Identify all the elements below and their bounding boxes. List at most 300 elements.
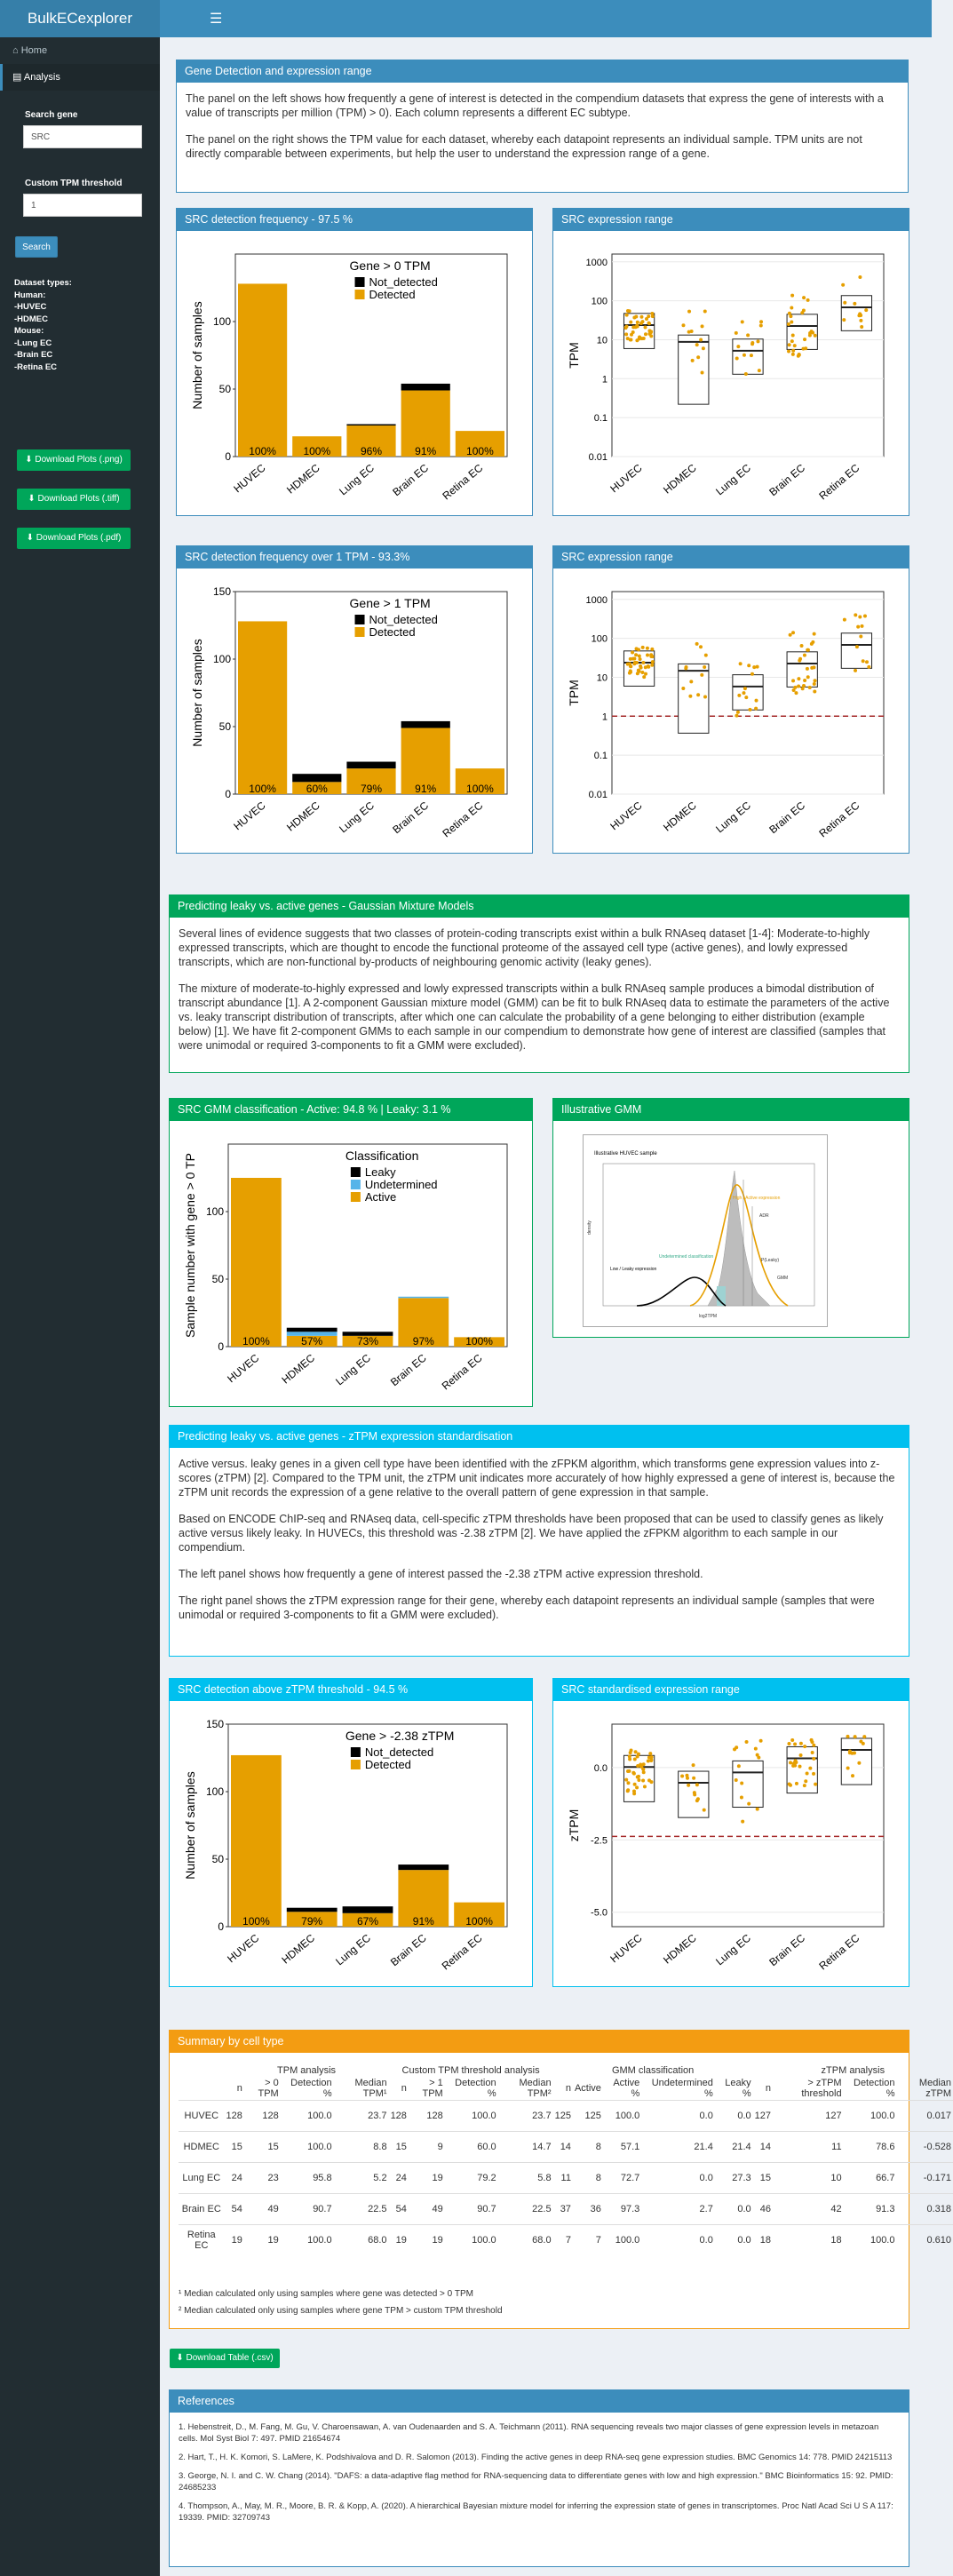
table-cell: HDMEC — [183, 2142, 219, 2152]
data-point — [631, 651, 634, 655]
data-point — [843, 618, 846, 622]
table-cell: 15 — [231, 2142, 242, 2152]
data-point — [737, 694, 741, 697]
data-point — [859, 1739, 862, 1743]
data-point — [846, 1767, 850, 1770]
panel-gmm-classification — [169, 1098, 533, 1407]
column-header — [179, 2077, 225, 2101]
data-point — [812, 1757, 815, 1761]
data-point — [735, 1745, 738, 1749]
gmm-xlabel: log2TPM — [699, 1314, 718, 1319]
data-point — [703, 695, 707, 698]
data-point — [681, 687, 685, 690]
download-table-button[interactable] — [170, 2349, 280, 2368]
panel-title: SRC expression range — [553, 546, 909, 568]
data-point — [793, 344, 797, 347]
data-point — [641, 1767, 645, 1770]
x-tick-label: Brain EC — [390, 461, 432, 499]
data-point — [647, 1778, 651, 1782]
data-point — [748, 708, 751, 712]
data-point — [628, 309, 631, 313]
data-point — [806, 648, 810, 652]
column-header: > 0 TPM — [258, 2078, 279, 2099]
data-point — [638, 655, 641, 658]
data-point — [695, 1783, 699, 1786]
data-point — [632, 1792, 636, 1795]
bar-label: 100% — [303, 445, 331, 457]
data-point — [704, 654, 708, 657]
table-cell: 54 — [231, 2204, 242, 2214]
data-point — [793, 1742, 797, 1745]
data-point — [680, 1774, 684, 1777]
home-icon: ⌂ — [12, 45, 19, 56]
data-point — [637, 669, 640, 672]
data-point — [814, 1783, 817, 1786]
x-tick-label: HUVEC — [608, 461, 645, 496]
data-point — [787, 322, 790, 326]
y-tick-label: 0 — [225, 450, 231, 463]
data-point — [853, 1752, 856, 1755]
data-point — [651, 660, 655, 664]
data-point — [759, 1739, 763, 1743]
data-point — [752, 665, 756, 669]
data-point — [813, 689, 816, 693]
x-tick-label: Retina EC — [439, 1931, 485, 1973]
panel-title: SRC expression range — [553, 209, 909, 231]
data-point — [735, 331, 738, 335]
table-cell: 19 — [267, 2235, 279, 2246]
y-tick-label: 0.1 — [593, 413, 608, 425]
data-point — [810, 330, 814, 333]
data-point — [743, 354, 746, 357]
legend-swatch — [355, 290, 365, 299]
table-row — [179, 2163, 953, 2194]
data-point — [859, 634, 862, 638]
box-plot — [841, 1738, 871, 1785]
data-point — [699, 645, 703, 648]
gmm-axes — [603, 1164, 814, 1306]
data-point — [754, 707, 758, 711]
data-point — [629, 338, 632, 341]
bar-label: 100% — [249, 783, 276, 795]
table-row — [179, 2225, 953, 2256]
data-point — [841, 283, 845, 287]
nav-analysis[interactable] — [0, 64, 160, 91]
data-point — [647, 1760, 650, 1763]
data-point — [789, 1784, 792, 1787]
y-tick-label: 100 — [591, 296, 608, 307]
x-tick-label: Lung EC — [713, 1931, 753, 1968]
data-point — [692, 1777, 695, 1780]
download-png-label: Download Plots (.png) — [35, 455, 123, 465]
table-cell: 128 — [390, 2111, 407, 2121]
data-point — [629, 657, 632, 661]
y-tick-label: 50 — [218, 720, 231, 733]
data-point — [634, 315, 638, 319]
data-point — [813, 682, 816, 686]
data-point — [634, 1750, 638, 1753]
data-point — [736, 711, 740, 714]
y-tick-label: 0.1 — [593, 751, 608, 762]
bar-label: 91% — [415, 445, 437, 457]
x-tick-label: Retina EC — [440, 461, 486, 503]
data-point — [701, 371, 704, 375]
panel-expression-range-threshold — [552, 545, 909, 854]
data-point — [862, 1735, 866, 1738]
gmm-fig-title: Illustrative HUVEC sample — [594, 1151, 657, 1157]
chart-detection-1tpm — [189, 583, 520, 849]
table-cell: 49 — [432, 2204, 443, 2214]
data-point — [791, 349, 795, 353]
dataset-line: -HDMEC — [14, 314, 48, 324]
data-point — [754, 1747, 758, 1751]
download-icon: ⬇ — [28, 494, 36, 504]
column-header: > 1 TPM — [422, 2078, 443, 2099]
reference-item: 4. Thompson, A., May, M. R., Moore, B. R. & Kopp, A. (2020). A hierarchical Bayesian mixture model for inferring the expression state of genes in transcriptomes. Proc Natl Acad Sci U S A 117: 19339. PMID: 32709743 — [179, 2501, 893, 2523]
x-tick-label: HUVEC — [608, 1931, 645, 1966]
table-cell: 22.5 — [368, 2204, 387, 2214]
bar — [343, 1906, 393, 1913]
table-cell: 7 — [565, 2235, 571, 2246]
legend-title: Gene > 0 TPM — [349, 258, 431, 273]
nav-analysis-label: Analysis — [23, 72, 60, 83]
data-point — [742, 691, 745, 695]
intro-box — [176, 60, 909, 193]
table-cell: 23 — [267, 2173, 279, 2183]
data-point — [624, 326, 628, 330]
data-point — [628, 1757, 631, 1761]
panel-title: SRC detection frequency over 1 TPM - 93.3% — [177, 546, 532, 568]
legend-swatch — [355, 277, 365, 287]
x-tick-label: HDMEC — [284, 799, 322, 834]
bar-label: 73% — [356, 1335, 379, 1348]
x-tick-label: Retina EC — [816, 461, 862, 503]
legend-label: Detected — [364, 1758, 411, 1771]
data-point — [633, 1783, 637, 1786]
bar-label: 100% — [466, 445, 494, 457]
search-gene-input[interactable]: SRC — [23, 125, 142, 148]
x-tick-label: Lung EC — [713, 461, 753, 498]
data-point — [650, 648, 654, 651]
dataset-line: -Lung EC — [14, 338, 52, 348]
table-cell: 11 — [560, 2173, 571, 2183]
table-cell: 0.017 — [926, 2111, 951, 2121]
data-point — [696, 1797, 700, 1801]
data-point — [626, 1788, 630, 1792]
table-cell: Brain EC — [181, 2204, 221, 2214]
data-point — [813, 632, 816, 636]
data-point — [855, 645, 859, 648]
data-point — [687, 330, 691, 334]
footnote: ¹ Median calculated only using samples where gene was detected > 0 TPM — [179, 2289, 473, 2299]
data-point — [808, 334, 812, 338]
x-tick-label: Retina EC — [816, 799, 862, 840]
y-tick-label: 100 — [212, 315, 231, 328]
table-cell: 18 — [759, 2235, 771, 2246]
table-cell: 37 — [560, 2204, 571, 2214]
data-point — [791, 631, 795, 634]
bar-label: 91% — [412, 1915, 434, 1928]
bar — [346, 762, 395, 769]
ztpm-info-box — [169, 1425, 909, 1657]
data-point — [651, 314, 655, 318]
table-cell: 9 — [437, 2142, 443, 2152]
table-cell: 95.8 — [313, 2173, 332, 2183]
y-tick-label: 0.01 — [588, 790, 608, 800]
gmm-paragraph: The mixture of moderate-to-highly expressed and lowly expressed transcripts within a bulk RNAseq sample produces a bimodal distribution of transcript abundance [1]. A 2-component Gaussian mixture model (GMM) can be fit to bulk RNAseq data to estimate the parameters of the active vs. leaky transcript distribution of transcripts, after which one can calculate the probability of a gene belonging to either distribution (example below) [1]. We have fit 2-component GMMs to each sample in our compendium to demonstrate how gene of interest are classified (samples that were unimodal or required 3-components to fit a GMM were excluded). — [179, 982, 890, 1052]
table-cell: 100.0 — [307, 2111, 332, 2121]
dataset-line: Dataset types: — [14, 278, 72, 288]
table-cell: 5.8 — [537, 2173, 552, 2183]
table-cell: 0.0 — [737, 2235, 751, 2246]
data-point — [790, 294, 794, 298]
column-header: Undetermined % — [651, 2078, 713, 2099]
table-cell: 49 — [267, 2204, 279, 2214]
data-point — [808, 686, 812, 689]
table-cell: 21.4 — [732, 2142, 751, 2152]
bar — [398, 1864, 449, 1870]
dataset-types — [0, 277, 160, 373]
tpm-threshold-input[interactable]: 1 — [23, 194, 142, 217]
data-point — [629, 664, 632, 668]
data-point — [790, 339, 794, 343]
data-point — [861, 624, 864, 628]
bar — [231, 1755, 282, 1927]
y-axis-label: Number of samples — [183, 1771, 197, 1880]
table-cell: 14 — [560, 2142, 571, 2152]
table-cell: 11 — [831, 2142, 842, 2152]
y-axis-label: Number of samples — [190, 301, 204, 409]
ztpm-paragraph: Based on ENCODE ChIP-seq and RNAseq data, cell-specific zTPM thresholds have been proposed that can be used to classify genes as likely active versus likely leaky. In HUVECs, this threshold was -2.38 zTPM [2]. We have applied the zFPKM algorithm to each sample in our compendium. — [179, 1513, 884, 1554]
group-header: Custom TPM threshold analysis — [401, 2065, 540, 2076]
y-tick-label: 10 — [596, 335, 608, 346]
table-cell: 14.7 — [532, 2142, 552, 2152]
data-point — [681, 323, 685, 327]
table-cell: 128 — [226, 2111, 242, 2121]
data-point — [842, 318, 846, 322]
legend-label: Undetermined — [364, 1178, 438, 1191]
y-tick-label: 0 — [218, 1340, 224, 1353]
x-tick-label: Retina EC — [440, 799, 486, 840]
data-point — [758, 369, 761, 372]
y-tick-label: 150 — [205, 1718, 224, 1730]
hamburger-icon[interactable]: ☰ — [210, 12, 223, 27]
legend-title: Gene > -2.38 zTPM — [345, 1729, 455, 1743]
table-cell: 100.0 — [307, 2142, 332, 2152]
table-cell: 36 — [590, 2204, 601, 2214]
bar — [401, 721, 450, 728]
y-axis-label: Sample number with gene > 0 TP — [183, 1153, 197, 1338]
data-point — [700, 673, 703, 677]
column-header: n — [565, 2083, 571, 2094]
tpm-threshold-label: Custom TPM threshold — [25, 179, 123, 188]
summary-table — [179, 2064, 953, 2256]
bar-label: 100% — [466, 783, 494, 795]
data-point — [737, 1764, 741, 1768]
data-point — [740, 1782, 743, 1785]
data-point — [630, 1748, 633, 1752]
bar-label: 96% — [360, 445, 383, 457]
chart-ztpm-detection — [182, 1715, 520, 1982]
table-cell: 19 — [395, 2235, 407, 2246]
y-tick-label: 1 — [601, 374, 608, 386]
gmm-label: P(Leaky) — [761, 1258, 780, 1263]
data-point — [811, 1751, 814, 1754]
gmm-paragraph: Several lines of evidence suggests that two classes of protein-coding transcripts exist within a bulk RNAseq dataset [1-4]: Moderate-to-highly expressed transcripts, which are thought to encode the functional proteome of the assayed cell type (active genes), and lowly expressed transcripts, which are non-functional by-products of neighbouring genomic activity (leaky genes). — [179, 927, 870, 968]
data-point — [804, 1779, 807, 1783]
chart-icon: ▤ — [12, 72, 22, 83]
download-tiff-button[interactable] — [17, 489, 131, 510]
app-logo[interactable]: BulkECexplorer — [0, 0, 160, 37]
panel-ztpm-range — [552, 1678, 909, 1987]
nav-home[interactable] — [0, 37, 160, 64]
data-point — [789, 1761, 792, 1764]
data-point — [636, 324, 639, 328]
download-png-button[interactable] — [17, 449, 131, 471]
data-point — [684, 666, 687, 670]
search-button[interactable]: Search — [15, 236, 58, 258]
gmm-label: Undetermined classification — [659, 1254, 714, 1260]
gmm-ylabel: density — [587, 1220, 592, 1235]
column-header: Detection % — [455, 2078, 496, 2099]
data-point — [629, 321, 632, 324]
x-tick-label: Brain EC — [766, 461, 808, 499]
data-point — [695, 343, 699, 346]
data-point — [750, 342, 754, 346]
data-point — [863, 614, 867, 617]
table-cell: 90.7 — [313, 2204, 332, 2214]
column-header: Median TPM² — [519, 2078, 552, 2099]
table-cell: 2.7 — [699, 2204, 713, 2214]
table-cell: 100.0 — [472, 2111, 496, 2121]
table-cell: Lung EC — [182, 2173, 221, 2183]
top-bar — [0, 0, 932, 37]
data-point — [703, 1809, 706, 1812]
bar-label: 79% — [360, 783, 383, 795]
table-cell: 19 — [432, 2173, 443, 2183]
data-point — [851, 1774, 854, 1777]
legend-swatch — [355, 627, 365, 637]
data-point — [639, 315, 643, 319]
data-point — [691, 359, 695, 362]
y-tick-label: 1 — [601, 712, 608, 723]
chart-ztpm-range — [566, 1715, 896, 1982]
data-point — [647, 1756, 651, 1760]
x-tick-label: HDMEC — [279, 1931, 318, 1967]
table-cell: 90.7 — [477, 2204, 496, 2214]
box-plot — [841, 296, 871, 331]
x-tick-label: Lung EC — [333, 1931, 373, 1968]
download-icon: ⬇ — [25, 455, 33, 465]
data-point — [744, 372, 748, 376]
data-point — [747, 1802, 750, 1806]
legend-title: Classification — [345, 1149, 419, 1163]
legend-label: Not_detected — [369, 613, 438, 626]
data-point — [756, 1808, 759, 1811]
table-cell: 7 — [595, 2235, 601, 2246]
data-point — [648, 1752, 652, 1755]
table-cell: 0.610 — [926, 2235, 951, 2246]
table-row — [179, 2194, 953, 2225]
table-cell: 0.0 — [699, 2235, 713, 2246]
data-point — [853, 302, 856, 306]
reference-item: 1. Hebenstreit, D., M. Fang, M. Gu, V. Charoensawan, A. van Oudenaarden and S. A. Teichmann (2011). RNA sequencing reveals two major classes of gene expression levels in metazoan cells. Mol Syst Biol 7: 497. PMID 21654674 — [179, 2422, 879, 2444]
data-point — [624, 332, 628, 336]
summary-table-body — [179, 2101, 953, 2256]
x-tick-label: Retina EC — [816, 1931, 862, 1973]
data-point — [647, 322, 651, 325]
data-point — [644, 665, 647, 669]
data-point — [794, 691, 798, 695]
column-header: Detection % — [290, 2078, 332, 2099]
dataset-line: -Retina EC — [14, 362, 58, 372]
legend-label: Not_detected — [369, 275, 438, 289]
summary-title: Summary by cell type — [170, 2031, 909, 2053]
data-point — [806, 298, 810, 302]
table-cell: 18 — [830, 2235, 842, 2246]
legend-label: Active — [364, 1190, 397, 1204]
legend-swatch — [351, 1167, 361, 1177]
data-point — [644, 332, 647, 336]
y-axis-label: zTPM — [567, 1809, 581, 1842]
dataset-line: -Brain EC — [14, 350, 53, 360]
table-cell: 19 — [432, 2235, 443, 2246]
table-cell: 127 — [825, 2111, 842, 2121]
table-cell: 24 — [395, 2173, 407, 2183]
download-icon: ⬇ — [26, 533, 34, 543]
x-tick-label: HUVEC — [231, 461, 268, 496]
download-icon: ⬇ — [176, 2353, 184, 2363]
data-point — [806, 667, 809, 671]
table-cell: -0.528 — [923, 2142, 951, 2152]
data-point — [806, 675, 810, 679]
x-tick-label: HDMEC — [661, 1931, 699, 1967]
data-point — [788, 312, 791, 315]
x-tick-label: Retina EC — [439, 1351, 485, 1393]
bar-label: 67% — [356, 1915, 379, 1928]
bar-label: 57% — [301, 1335, 323, 1348]
bar — [238, 283, 287, 457]
gmm-label: ADR — [759, 1213, 769, 1219]
panel-title: Illustrative GMM — [553, 1099, 909, 1121]
intro-title: Gene Detection and expression range — [177, 60, 908, 83]
table-cell: 21.4 — [694, 2142, 713, 2152]
data-point — [626, 1781, 630, 1785]
data-point — [858, 275, 862, 279]
bar — [292, 774, 341, 782]
table-cell: 23.7 — [532, 2111, 552, 2121]
data-point — [799, 1742, 803, 1745]
legend-swatch — [351, 1760, 361, 1769]
data-point — [632, 1772, 636, 1776]
data-point — [637, 1753, 640, 1756]
data-point — [811, 640, 814, 644]
panel-title: SRC standardised expression range — [553, 1679, 909, 1701]
data-point — [736, 345, 740, 348]
data-point — [802, 296, 806, 299]
dataset-line: Human: — [14, 290, 46, 300]
data-point — [790, 1738, 794, 1742]
data-point — [741, 320, 744, 323]
x-tick-label: Brain EC — [766, 799, 808, 837]
data-point — [635, 1785, 639, 1789]
download-pdf-button[interactable] — [17, 528, 131, 549]
table-cell: 72.7 — [620, 2173, 640, 2183]
data-point — [646, 653, 649, 656]
bar-label: 100% — [242, 1915, 270, 1928]
x-tick-label: HDMEC — [279, 1351, 318, 1387]
y-tick-label: 100 — [205, 1205, 224, 1218]
